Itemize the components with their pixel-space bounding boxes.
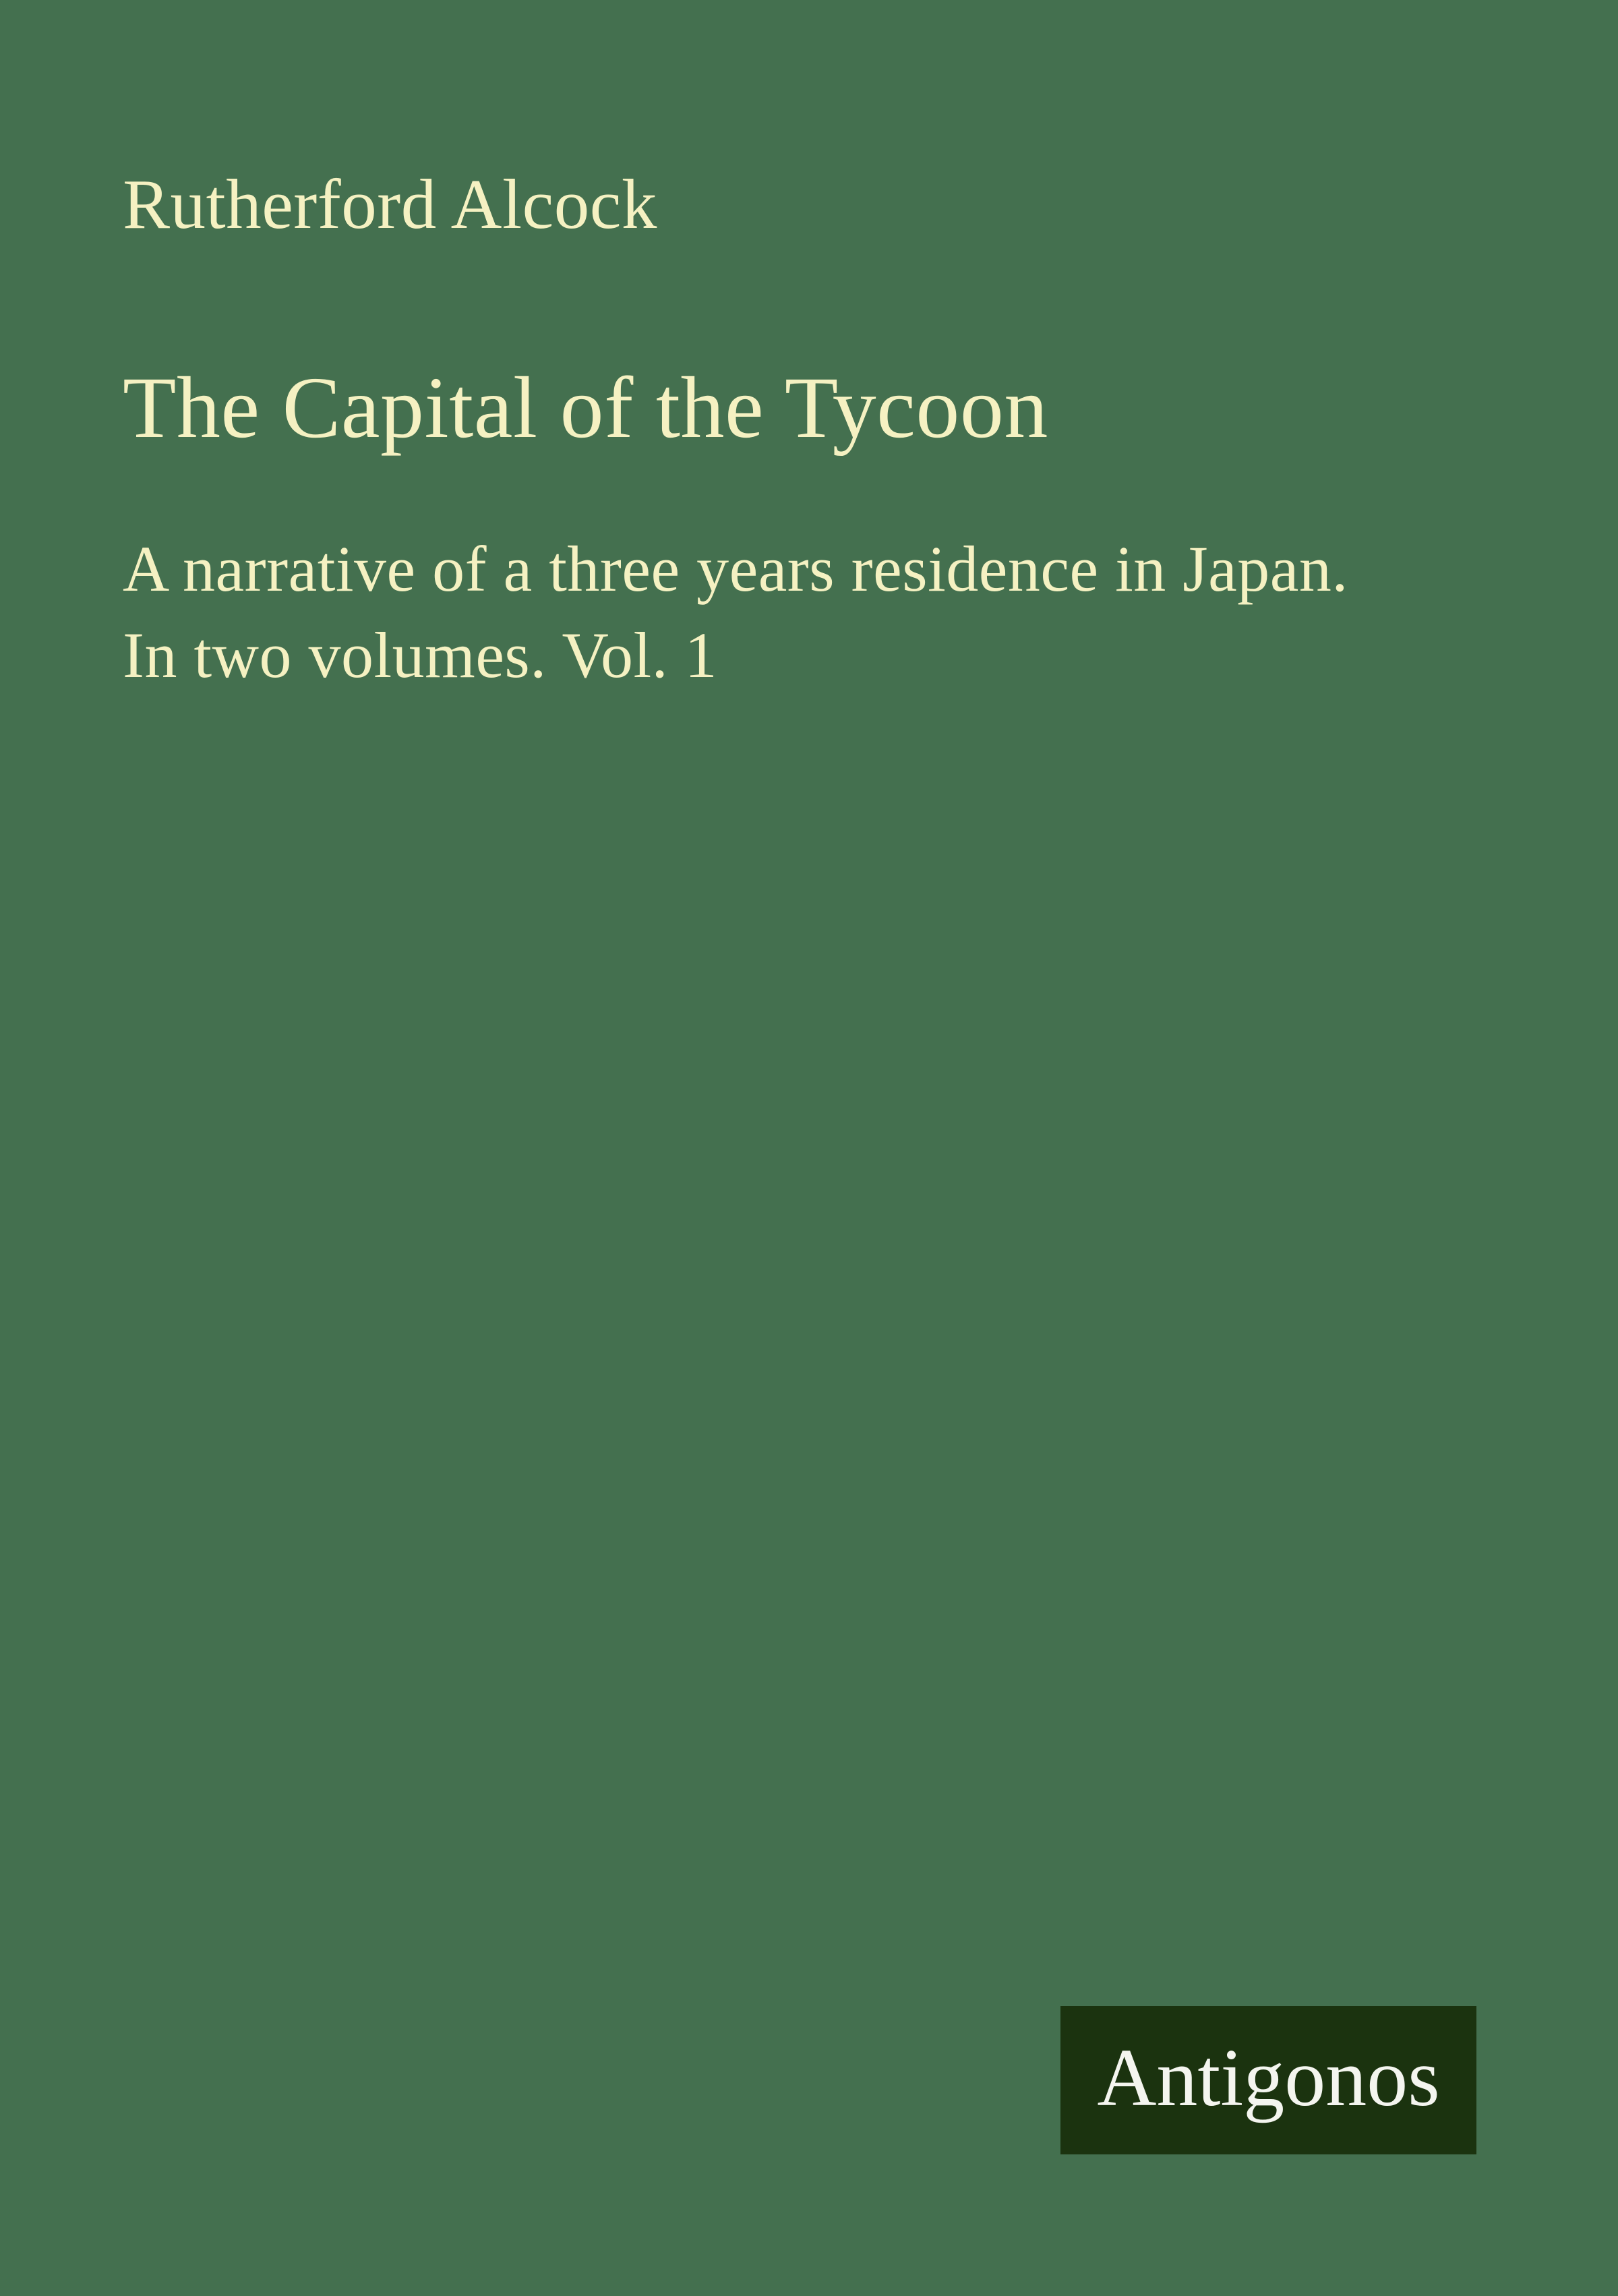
book-subtitle xyxy=(123,526,1348,699)
publisher-name: Antigonos xyxy=(1097,2032,1440,2123)
book-title: The Capital of the Tycoon xyxy=(123,359,1048,457)
book-subtitle-line-1: A narrative of a three years residence in Japan. xyxy=(123,533,1348,605)
author-name: Rutherford Alcock xyxy=(123,165,657,243)
book-subtitle-line-2: In two volumes. Vol. 1 xyxy=(123,618,718,691)
publisher-badge xyxy=(1060,2006,1476,2154)
